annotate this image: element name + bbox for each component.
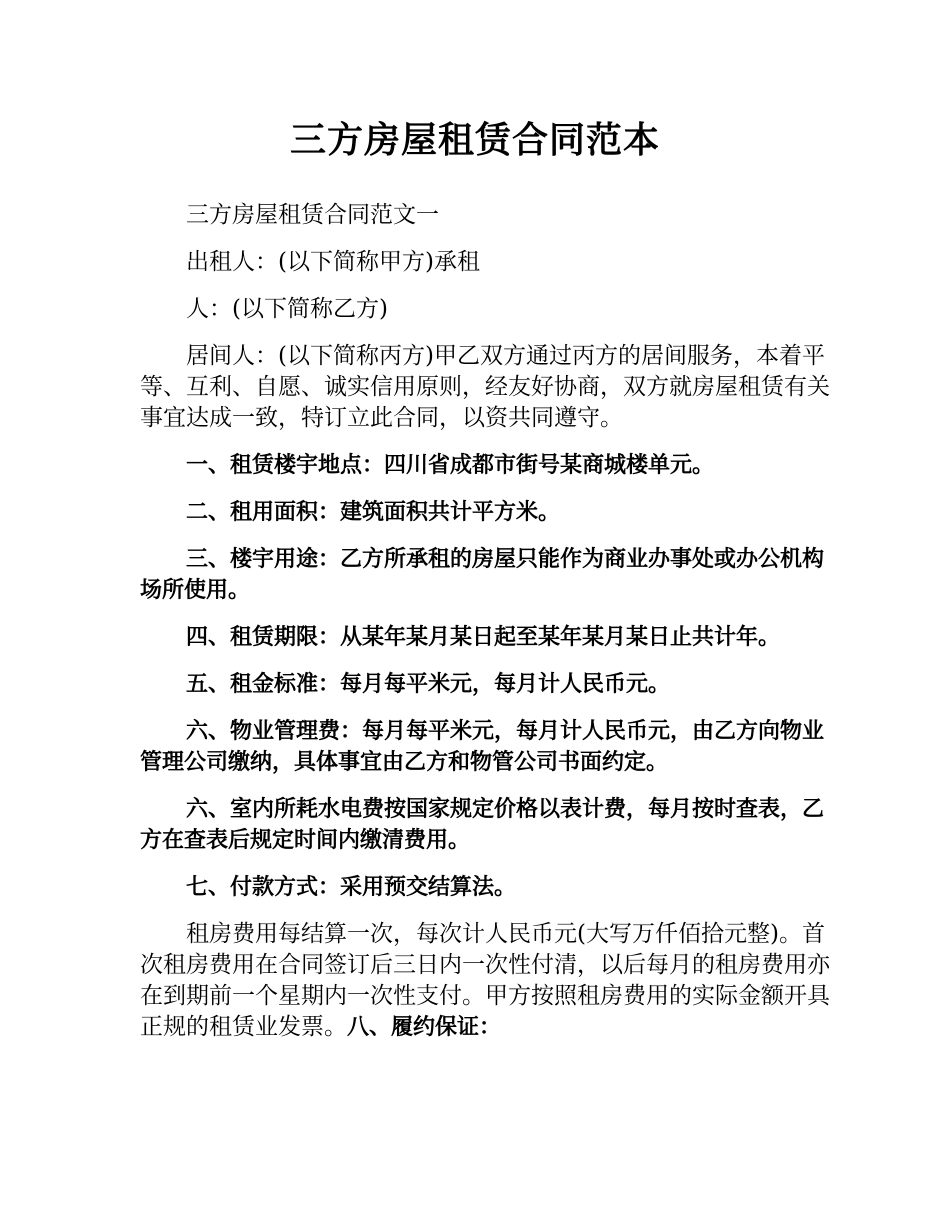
paragraph: 三方房屋租赁合同范文一 <box>186 202 439 228</box>
document-title: 三方房屋租赁合同范本 <box>289 120 660 161</box>
paragraph: 居间人：(以下简称丙方)甲乙双方通过丙方的居间服务，本着平等、互利、自愿、诚实信用原则，经友好协商，双方就房屋租赁有关事宜达成一致，特订立此合同，以资共同遵守。 <box>140 343 830 431</box>
payment-text: 租房费用每结算一次，每次计人民币元(大写万仟佰拾元整)。首次租房费用在合同签订后三日内一次性付清，以后每月的租房费用亦在到期前一个星期内一次性支付。甲方按照租房费用的实际金额开具正规的租赁业发票。 <box>140 921 830 1040</box>
clause-heading: 六、室内所耗水电费按国家规定价格以表计费，每月按时查表，乙方在查表后规定时间内缴清费用。 <box>140 797 825 853</box>
document-body <box>140 200 830 1059</box>
clause-heading: 二、租用面积：建筑面积共计平方米。 <box>186 500 561 525</box>
clause-heading: 三、楼宇用途：乙方所承租的房屋只能作为商业办事处或办公机构场所使用。 <box>140 547 825 603</box>
paragraph-payment <box>140 919 830 1043</box>
clause-heading: 五、租金标准：每月每平米元，每月计人民币元。 <box>186 672 671 697</box>
clause-heading: 七、付款方式：采用预交结算法。 <box>186 875 517 900</box>
clause-heading: 六、物业管理费：每月每平米元，每月计人民币元，由乙方向物业管理公司缴纳，具体事宜由乙方和物管公司书面约定。 <box>140 719 825 775</box>
clause-heading: 四、租赁期限：从某年某月某日起至某年某月某日止共计年。 <box>186 625 781 650</box>
clause-heading-inline: 八、履约保证： <box>347 1015 502 1040</box>
paragraph: 出租人：(以下简称甲方)承租 <box>186 249 480 275</box>
clause-heading: 一、租赁楼宇地点：四川省成都市街号某商城楼单元。 <box>186 453 715 478</box>
paragraph: 人：(以下简称乙方) <box>186 296 388 322</box>
